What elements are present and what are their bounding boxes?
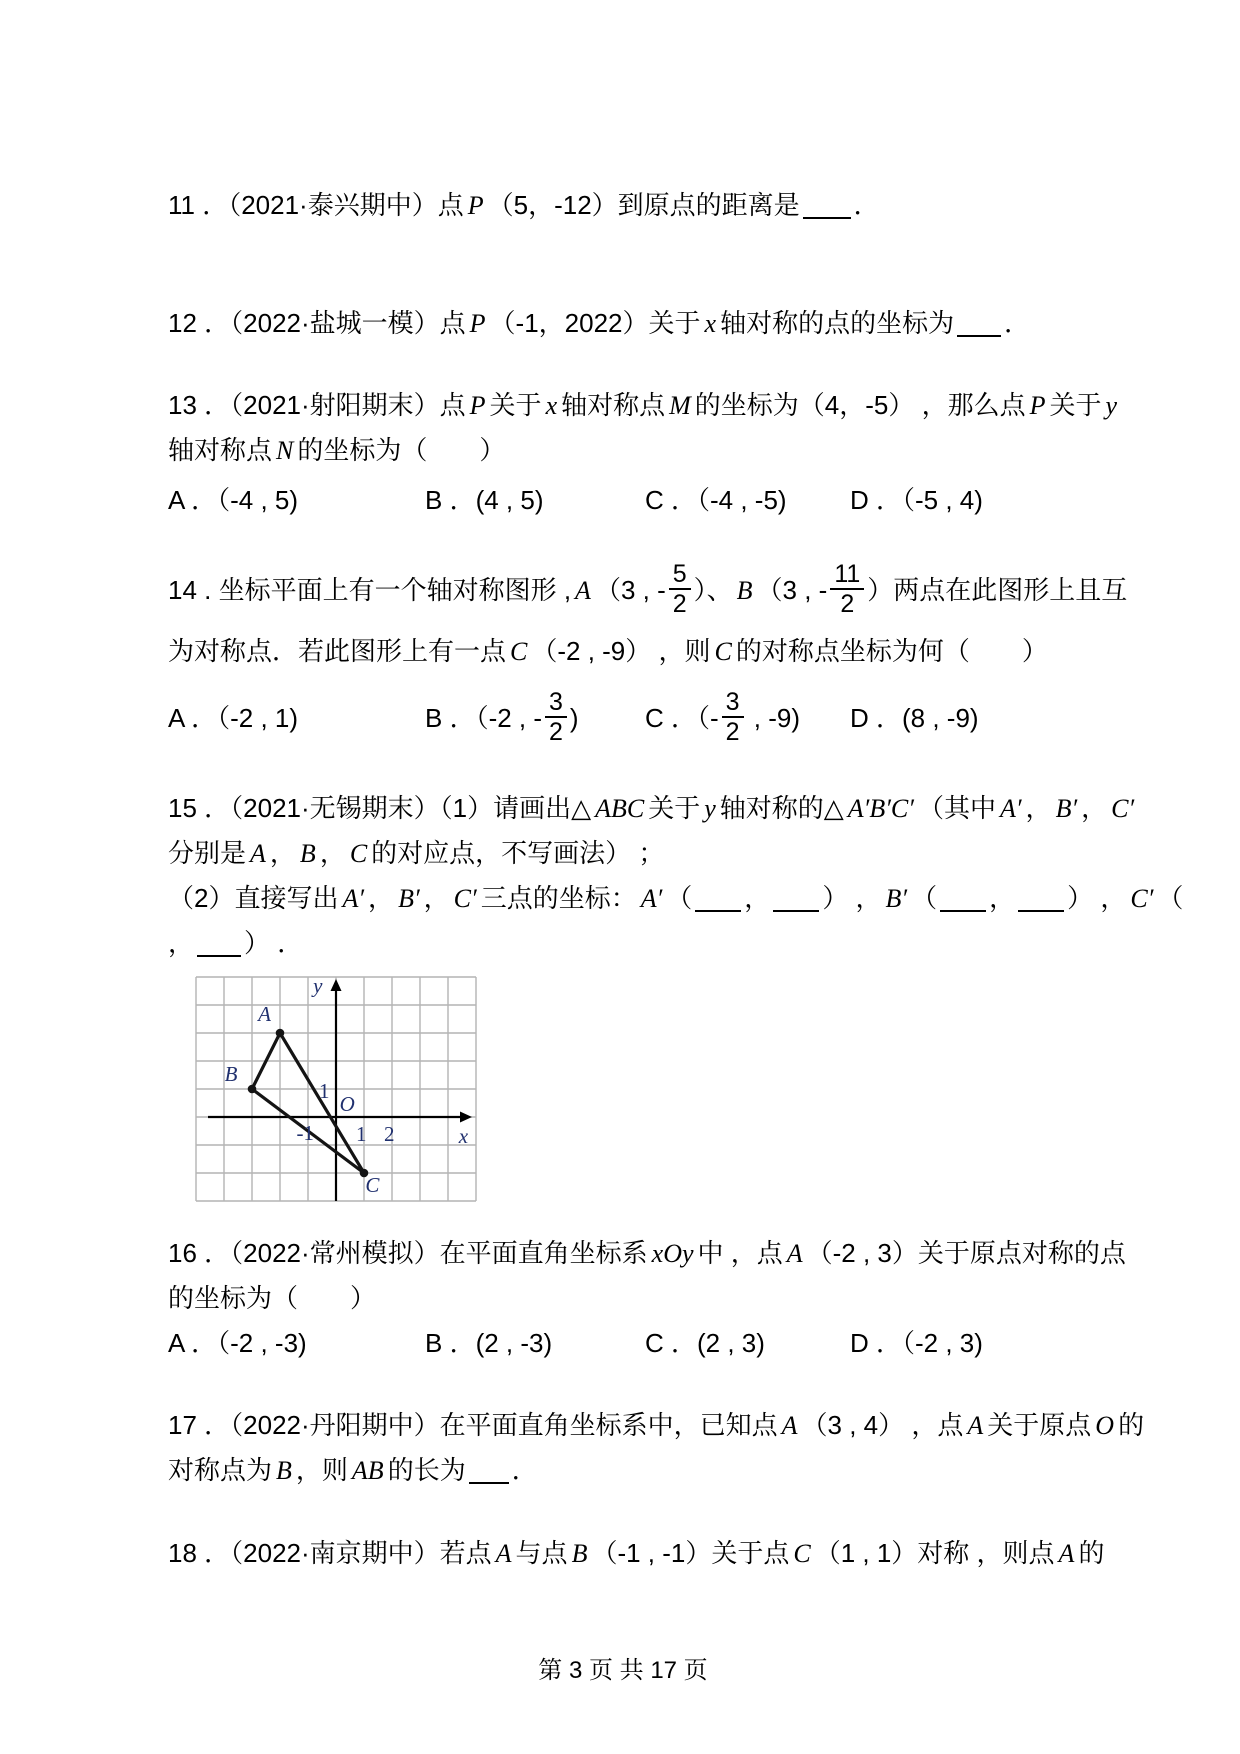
svg-text:O: O <box>339 1091 355 1116</box>
svg-text:1: 1 <box>355 1122 367 1147</box>
question-14-line-1: 14 . 坐标平面上有一个轴对称图形 , A （3 , - $\frac{5}{2}$ ）、 B （3 , - $\frac{11}{2}$ ）两点在此图形上且互 <box>168 559 1128 619</box>
question-16-option-d: D ．（-2 , 3) <box>850 1328 983 1358</box>
question-17 <box>168 1403 1145 1493</box>
question-13-option-b: B ．(4 , 5) <box>425 485 544 515</box>
question-16-option-c: C ．(2 , 3) <box>645 1328 765 1358</box>
svg-text:A: A <box>258 1002 272 1027</box>
question-16-options <box>168 1321 1078 1366</box>
question-12-line-1: 12 ．（2022·盐城一模）点 P （-1，2022）关于 x 轴对称的点的坐标为 ． <box>168 308 1031 338</box>
svg-text:1: 1 <box>318 1078 330 1103</box>
question-16-line-1: 16 ．（2022·常州模拟）在平面直角坐标系 xOy 中 ，点 A （-2 , 3）关于原点对称的点 <box>168 1238 1126 1268</box>
question-16-option-b: B ．(2 , -3) <box>425 1328 553 1358</box>
coordinate-plane-svg <box>192 973 480 1205</box>
question-13-option-c: C ．（-4 , -5) <box>645 485 787 515</box>
question-14-option-c: C ．（- $\frac{3}{2}$ , -9) <box>645 687 801 747</box>
question-14-option-b: B ．（-2 , - $\frac{3}{2}$ ) <box>425 687 579 747</box>
question-13-option-a: A ．（-4 , 5) <box>168 485 299 515</box>
question-17-line-1: 17 ．（2022·丹阳期中）在平面直角坐标系中，已知点 A （3 , 4） ，点 A 关于原点 O 的 <box>168 1410 1145 1440</box>
question-14-line-2: 为对称点．若此图形上有一点 C （-2 , -9） ，则 C 的对称点坐标为何（ ） <box>168 636 1048 666</box>
svg-text:-1: -1 <box>296 1120 314 1145</box>
question-14-options <box>168 683 1078 753</box>
question-14-option-a: A ．（-2 , 1) <box>168 703 299 733</box>
question-14 <box>168 555 1128 753</box>
question-17-line-2: 对称点为 B ，则 AB 的长为 ． <box>168 1455 538 1485</box>
svg-text:B: B <box>224 1062 238 1087</box>
question-16-option-a: A ．（-2 , -3) <box>168 1328 307 1358</box>
question-14-option-d: D ．(8 , -9) <box>850 703 979 733</box>
svg-text:2: 2 <box>383 1122 395 1147</box>
question-11-line-1: 11 ．（2021·泰兴期中）点 P （5，-12）到原点的距离是 ． <box>168 190 880 220</box>
question-18-line-1: 18 ．（2022·南京期中）若点 A 与点 B （-1 , -1）关于点 C （1 , 1）对称 ，则点 A 的 <box>168 1538 1105 1568</box>
question-12 <box>168 301 1078 346</box>
question-13-options <box>168 478 1078 523</box>
question-15-line-4: ， ） ． <box>168 928 304 958</box>
question-16-line-2: 的坐标为（ ） <box>168 1283 377 1313</box>
question-13-line-1: 13 ．（2021·射阳期末）点 P 关于 x 轴对称点 M 的坐标为（4，-5） ，那么点 P 关于 y <box>168 390 1118 420</box>
question-11 <box>168 183 1078 228</box>
svg-text:y: y <box>313 973 323 998</box>
question-16 <box>168 1231 1126 1366</box>
question-15-line-2: 分别是 A ， B ， C 的对应点，不写画法） ； <box>168 838 665 868</box>
coordinate-grid-figure <box>192 973 1078 1205</box>
question-13 <box>168 383 1118 523</box>
question-13-line-2: 轴对称点 N 的坐标为（ ） <box>168 435 506 465</box>
question-15-line-3: （2）直接写出 A′ ， B′ ， C′ 三点的坐标： A′ （ ， ） ， B′ （ ， ） ， C′ （ <box>168 883 1184 913</box>
question-18 <box>168 1531 1105 1576</box>
question-15 <box>168 786 1184 966</box>
svg-text:C: C <box>365 1173 380 1198</box>
svg-text:x: x <box>458 1123 469 1148</box>
question-13-option-d: D ．（-5 , 4) <box>850 485 983 515</box>
page-footer: 第 3 页 共 17 页 <box>538 1657 708 1684</box>
page-content <box>168 183 1184 1693</box>
question-15-line-1: 15 ．（2021·无锡期末）（1）请画出△ ABC 关于 y 轴对称的△ A′B′C′ （其中 A′ ， B′ ， C′ <box>168 793 1135 823</box>
